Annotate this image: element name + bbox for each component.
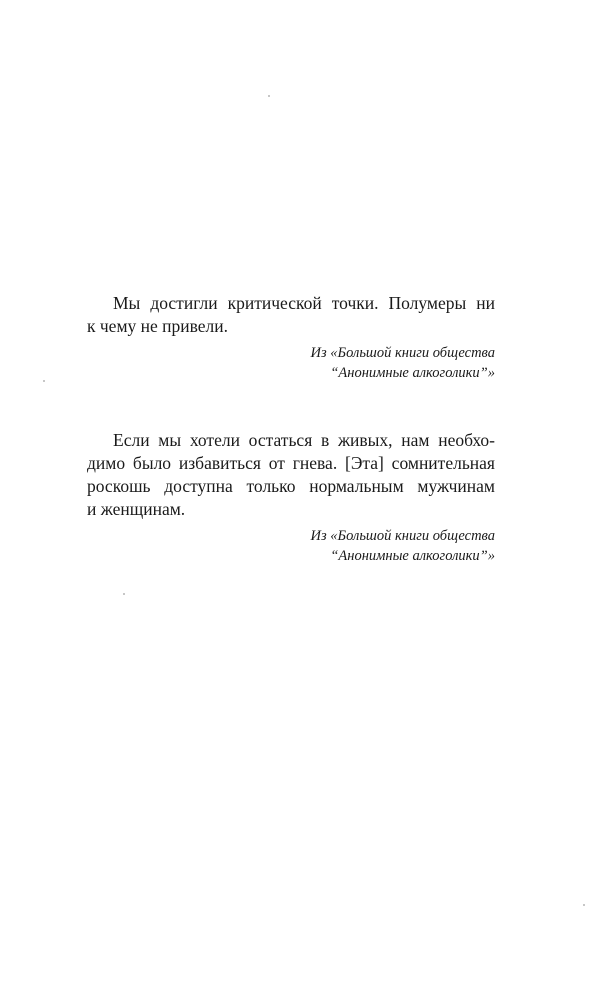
scan-speck: [583, 904, 585, 906]
epigraph-2-attribution: [87, 526, 495, 566]
epigraph-1-attribution: [87, 343, 495, 383]
scan-speck: [268, 95, 270, 97]
epigraph-1-line-2: к чему не привели.: [87, 316, 229, 336]
epigraph-2-line-1: Если мы хотели остаться в живых, нам необхо-: [113, 430, 495, 450]
epigraph-2-line-4: и женщинам.: [87, 499, 186, 519]
epigraph-1-line-1: Мы достигли критической точки. Полумеры ни: [113, 293, 495, 313]
scan-speck: [123, 593, 125, 595]
epigraph-2: [87, 429, 495, 566]
epigraph-2-line-3: роскошь доступна только нормальным мужчинам: [87, 476, 495, 496]
scan-speck: [43, 380, 45, 382]
epigraph-2-attribution-line-1: Из «Большой книги общества: [310, 528, 495, 544]
epigraph-1: [87, 292, 495, 383]
epigraph-2-line-2: димо было избавиться от гнева. [Эта] сомнительная: [87, 453, 495, 473]
epigraph-2-attribution-line-2: “Анонимные алкоголики”»: [330, 548, 495, 564]
epigraph-1-attribution-line-2: “Анонимные алкоголики”»: [330, 365, 495, 381]
epigraph-1-attribution-line-1: Из «Большой книги общества: [310, 345, 495, 361]
